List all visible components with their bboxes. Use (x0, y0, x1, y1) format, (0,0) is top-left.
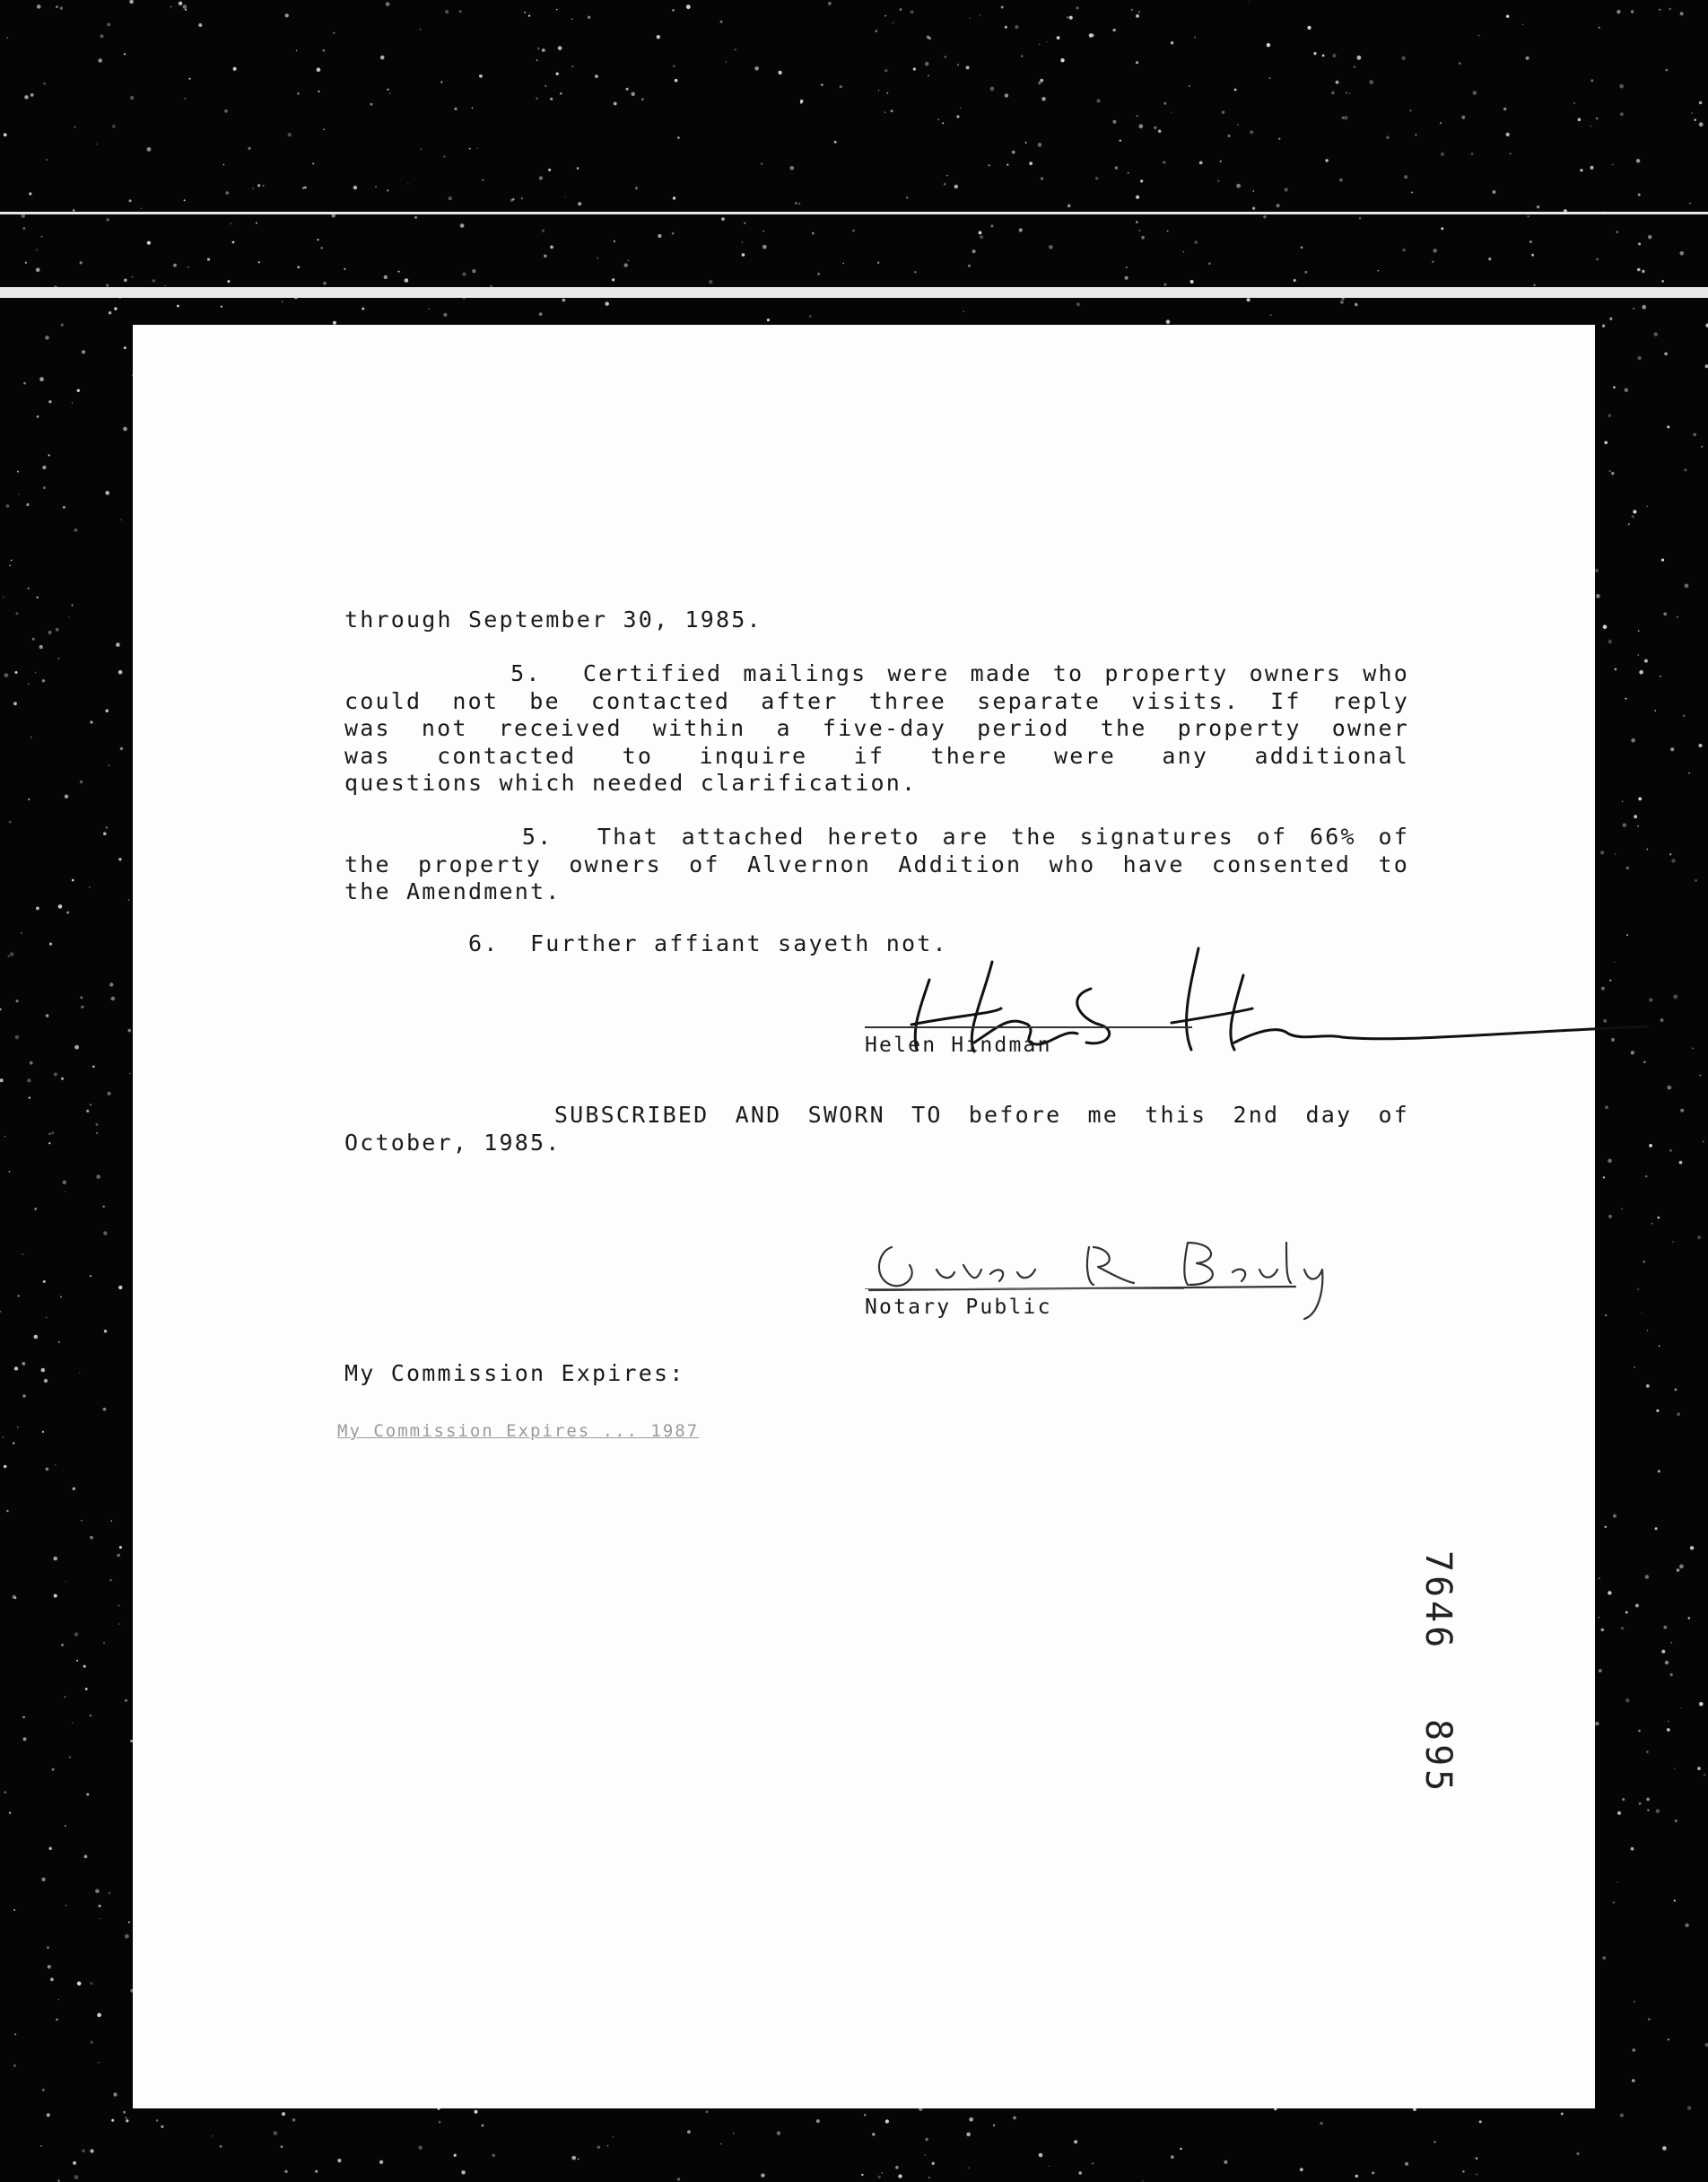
para-line: 5. Certified mailings were made to property owners who (344, 660, 1409, 686)
para-line: the Amendment. (344, 878, 562, 904)
para-line: questions which needed clarification. (344, 770, 918, 796)
paragraph-signatures-attached (344, 824, 1409, 906)
para-line: was not received within a five-day period the property owner (344, 715, 1409, 741)
affiant-signature-line (865, 1026, 1192, 1028)
para-line: was contacted to inquire if there were any additional (344, 742, 1409, 769)
paragraph-subscribed-sworn (344, 1102, 1409, 1156)
commission-expires-label: My Commission Expires: (344, 1360, 685, 1386)
para-line: SUBSCRIBED AND SWORN TO before me this 2nd day of (344, 1102, 1409, 1128)
paragraph-certified-mailings (344, 660, 1409, 798)
paragraph-further-affiant: 6. Further affiant sayeth not. (344, 930, 948, 956)
document-page (133, 325, 1595, 2108)
para-line: could not be contacted after three separate visits. If reply (344, 687, 1409, 714)
affiant-name: Helen Hindman (865, 1034, 1052, 1057)
notary-label: Notary Public (865, 1296, 1052, 1319)
page-number-stamp: 895 (1417, 1719, 1459, 1795)
para-line: October, 1985. (344, 1129, 562, 1156)
book-number-stamp: 7646 (1417, 1550, 1459, 1652)
line-through-date: through September 30, 1985. (344, 607, 762, 633)
top-rule-upper (0, 212, 1708, 214)
para-line: 5. That attached hereto are the signatures of 66% of (344, 824, 1409, 850)
para-line: the property owners of Alvernon Addition who have consented to (344, 851, 1409, 877)
notary-signature-line (865, 1288, 1184, 1289)
top-rule-lower (0, 287, 1708, 298)
commission-expires-stamp: My Commission Expires ... 1987 (337, 1421, 700, 1441)
